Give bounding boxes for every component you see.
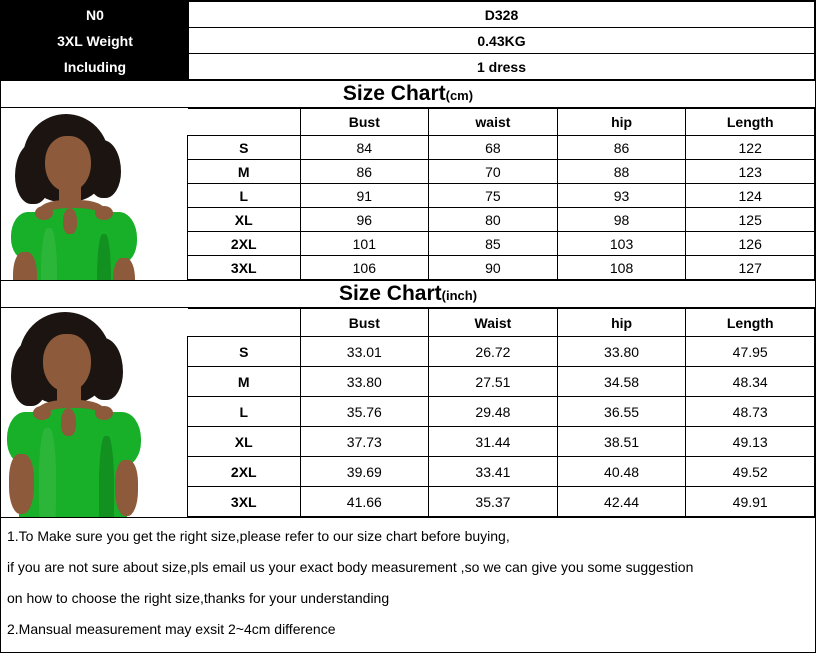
table-row [188,208,815,232]
cell-size: 2XL [188,457,301,487]
cell-length: 127 [686,256,815,280]
cell-size: S [188,337,301,367]
table-row [188,184,815,208]
info-value-no: D328 [189,2,815,28]
cell-hip: 103 [557,232,686,256]
cell-bust: 106 [300,256,429,280]
table-row [2,54,815,80]
cell-bust: 39.69 [300,457,429,487]
cell-length: 49.13 [686,427,815,457]
cell-size: L [188,397,301,427]
cell-waist: 85 [429,232,558,256]
cell-hip: 86 [557,136,686,160]
column-header-hip-cm: hip [557,109,686,136]
table-row [188,256,815,280]
section-title-inch-text: Size Chart [338,282,442,305]
table-row [2,2,815,28]
cell-size: 3XL [188,487,301,517]
cell-waist: 27.51 [429,367,558,397]
table-row [188,367,815,397]
cell-length: 125 [686,208,815,232]
size-chart-cm-block [1,108,815,280]
cell-hip: 40.48 [557,457,686,487]
info-label-no: N0 [2,2,189,28]
info-value-weight: 0.43KG [189,28,815,54]
cell-waist: 31.44 [429,427,558,457]
section-title-inch [1,280,815,308]
table-header-row [188,109,815,136]
cell-length: 47.95 [686,337,815,367]
column-header-waist-cm: waist [429,109,558,136]
cell-size: M [188,367,301,397]
model-illustration [1,108,187,280]
column-header-hip-inch: hip [557,309,686,337]
column-header-bust-inch: Bust [300,309,429,337]
table-row [188,160,815,184]
size-chart-cm-table [187,108,815,280]
cell-waist: 90 [429,256,558,280]
cell-length: 123 [686,160,815,184]
cell-hip: 98 [557,208,686,232]
section-title-cm-unit: (cm) [445,88,474,103]
cell-size: XL [188,427,301,457]
table-row [188,427,815,457]
cell-bust: 33.01 [300,337,429,367]
info-value-including: 1 dress [189,54,815,80]
cell-size: L [188,184,301,208]
table-row [188,232,815,256]
cell-hip: 88 [557,160,686,184]
note-line-2: if you are not sure about size,pls email us your exact body measurement ,so we can give you some suggestion [7,559,694,575]
cell-waist: 33.41 [429,457,558,487]
column-header-bust-cm: Bust [300,109,429,136]
cell-size: M [188,160,301,184]
cell-bust: 91 [300,184,429,208]
cell-hip: 34.58 [557,367,686,397]
cell-size: S [188,136,301,160]
cell-waist: 68 [429,136,558,160]
cell-length: 48.34 [686,367,815,397]
cell-hip: 36.55 [557,397,686,427]
section-title-cm [1,80,815,108]
note-line-1: 1.To Make sure you get the right size,please refer to our size chart before buying, [7,528,510,544]
size-chart-inch-block [1,308,815,517]
product-photo-bottom [1,308,187,517]
note-line-4: 2.Mansual measurement may exsit 2~4cm difference [7,621,336,637]
note-line-3: on how to choose the right size,thanks for your understanding [7,590,390,606]
cell-hip: 93 [557,184,686,208]
cell-size: 3XL [188,256,301,280]
cell-bust: 101 [300,232,429,256]
cell-hip: 108 [557,256,686,280]
cell-bust: 41.66 [300,487,429,517]
cell-waist: 70 [429,160,558,184]
info-label-weight: 3XL Weight [2,28,189,54]
cell-bust: 37.73 [300,427,429,457]
cell-hip: 33.80 [557,337,686,367]
cell-waist: 80 [429,208,558,232]
info-label-including: Including [2,54,189,80]
size-chart-cm-table-wrap [187,108,815,280]
cell-length: 124 [686,184,815,208]
table-row [188,337,815,367]
cell-bust: 96 [300,208,429,232]
column-header-waist-inch: Waist [429,309,558,337]
cell-length: 49.91 [686,487,815,517]
cell-size: XL [188,208,301,232]
cell-length: 126 [686,232,815,256]
table-row [188,397,815,427]
table-header-row [188,309,815,337]
table-row [2,28,815,54]
size-chart-inch-table-wrap [187,308,815,517]
cell-hip: 42.44 [557,487,686,517]
cell-waist: 26.72 [429,337,558,367]
cell-size: 2XL [188,232,301,256]
model-illustration [1,308,187,517]
cell-bust: 86 [300,160,429,184]
cell-bust: 84 [300,136,429,160]
section-title-cm-text: Size Chart [342,82,446,105]
notes-section [1,517,815,642]
column-header-size-cm [188,109,301,136]
product-info-table [1,1,815,80]
section-title-inch-unit: (inch) [441,288,478,303]
product-photo-top [1,108,187,280]
cell-waist: 35.37 [429,487,558,517]
cell-hip: 38.51 [557,427,686,457]
column-header-length-inch: Length [686,309,815,337]
column-header-length-cm: Length [686,109,815,136]
cell-bust: 35.76 [300,397,429,427]
cell-length: 49.52 [686,457,815,487]
column-header-size-inch [188,309,301,337]
table-row [188,487,815,517]
cell-bust: 33.80 [300,367,429,397]
table-row [188,136,815,160]
table-row [188,457,815,487]
cell-waist: 75 [429,184,558,208]
cell-length: 48.73 [686,397,815,427]
cell-waist: 29.48 [429,397,558,427]
size-chart-inch-table [187,308,815,517]
cell-length: 122 [686,136,815,160]
